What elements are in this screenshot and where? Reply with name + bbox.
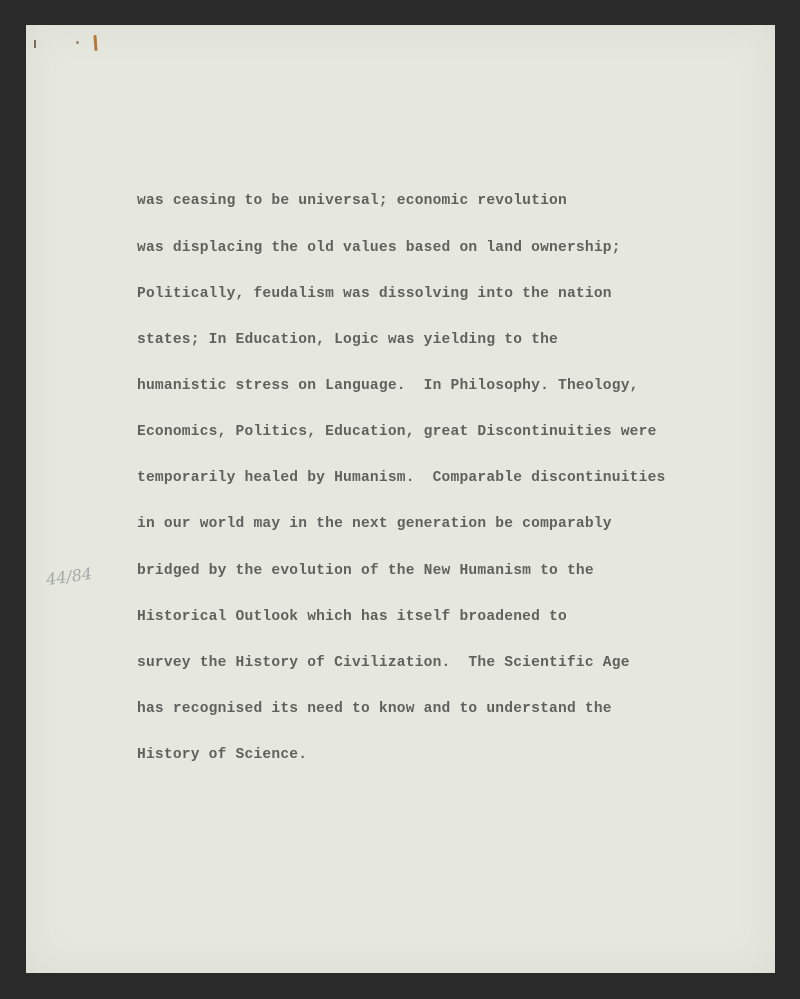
text-line-5: humanistic stress on Language. In Philosophy. Theology, (137, 378, 639, 394)
text-line-7: temporarily healed by Humanism. Comparable discontinuities (137, 470, 666, 486)
typewritten-page (26, 25, 775, 973)
text-line-11: survey the History of Civilization. The Scientific Age (137, 655, 630, 671)
pencil-margin-note: 44/84 (44, 563, 94, 590)
text-line-9: bridged by the evolution of the New Humanism to the (137, 563, 594, 579)
text-line-2: was displacing the old values based on land ownership; (137, 240, 621, 256)
text-line-4: states; In Education, Logic was yielding to the (137, 332, 559, 348)
margin-mark (34, 40, 36, 48)
text-line-10: Historical Outlook which has itself broadened to (137, 609, 567, 625)
text-line-6: Economics, Politics, Education, great Discontinuities were (137, 424, 657, 440)
text-line-1: was ceasing to be universal; economic revolution (137, 193, 567, 209)
margin-dot (76, 41, 79, 44)
text-line-13: History of Science. (137, 747, 308, 763)
rust-mark (93, 35, 97, 51)
text-line-8: in our world may in the next generation be comparably (137, 516, 612, 532)
text-line-12: has recognised its need to know and to understand the (137, 701, 612, 717)
text-line-3: Politically, feudalism was dissolving into the nation (137, 286, 612, 302)
